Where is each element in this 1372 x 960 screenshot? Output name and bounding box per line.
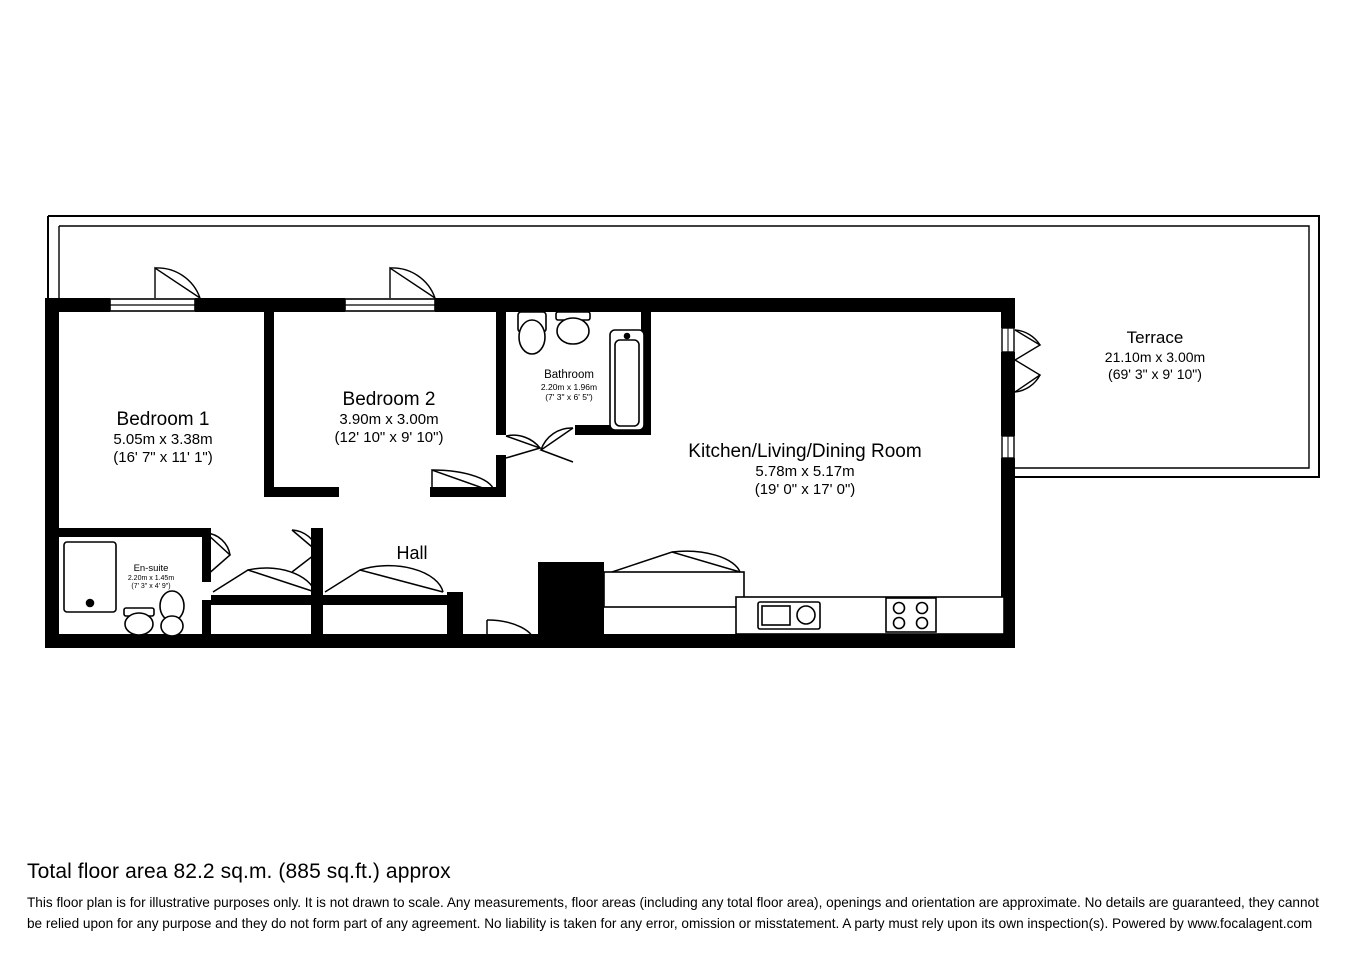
- room-dim-metric: 3.90m x 3.00m: [339, 411, 439, 429]
- room-dim-imperial: (16' 7" x 11' 1"): [113, 449, 213, 467]
- room-dim-metric: 5.78m x 5.17m: [755, 463, 855, 481]
- disclaimer-text: This floor plan is for illustrative purposes only. It is not drawn to scale. Any measurements, floor areas (including any total floor area), openings and orientation are approximate. No details are guaranteed, they cannot be relied upon for any purpose and they do not form part of any agreement. No liability is taken for any error, omission or misstatement. A party must rely upon its own inspection(s). Powered by www.focalagent.com: [27, 895, 1319, 932]
- room-label-bedroom2: [274, 388, 504, 448]
- room-label-bathroom: [500, 368, 638, 403]
- terrace-door-swings: [1015, 330, 1040, 392]
- room-dim-imperial: (7' 3" x 6' 5"): [545, 392, 593, 403]
- room-name: En-suite: [133, 563, 169, 574]
- room-name: Hall: [396, 543, 428, 563]
- room-name: Terrace: [1126, 328, 1184, 347]
- room-dim-metric: 2.20m x 1.96m: [540, 382, 598, 393]
- window-door-swings: [155, 268, 435, 298]
- interior-walls: [59, 305, 651, 644]
- room-dim-metric: 21.10m x 3.00m: [1104, 348, 1206, 365]
- room-dim-imperial: (19' 0" x 17' 0"): [754, 481, 856, 499]
- room-label-hall: [352, 543, 472, 565]
- room-dim-imperial: (7' 3" x 4' 9"): [131, 583, 171, 591]
- footer: [27, 860, 1347, 934]
- room-dim-imperial: (69' 3" x 9' 10"): [1108, 365, 1202, 382]
- room-dim-metric: 2.20m x 1.45m: [127, 574, 175, 582]
- room-name: Bathroom: [544, 369, 594, 381]
- room-label-terrace: [1040, 328, 1270, 383]
- room-label-bedroom1: [48, 408, 278, 468]
- room-dim-imperial: (12' 10" x 9' 10"): [334, 429, 444, 447]
- kitchen-units: [604, 572, 1004, 634]
- room-dim-metric: 5.05m x 3.38m: [113, 431, 213, 449]
- room-name: Bedroom 1: [116, 409, 210, 430]
- room-name: Kitchen/Living/Dining Room: [688, 441, 922, 462]
- room-name: Bedroom 2: [342, 389, 436, 410]
- room-label-kitchen-living-dining: [625, 440, 985, 500]
- room-label-ensuite: [92, 563, 210, 592]
- total-floor-area: Total floor area 82.2 sq.m. (885 sq.ft.) approx: [27, 860, 451, 883]
